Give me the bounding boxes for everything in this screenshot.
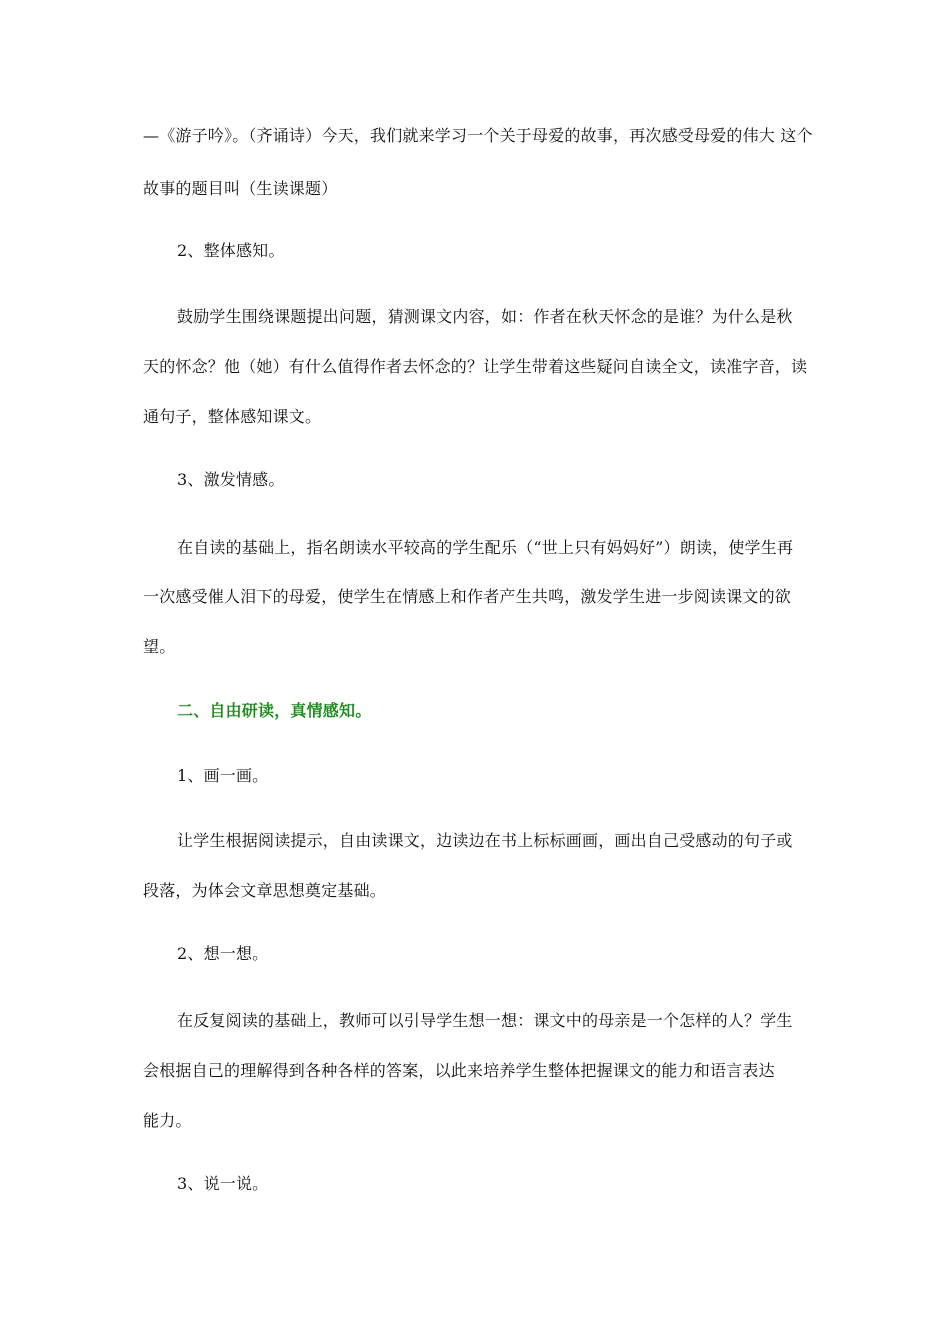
paragraph-line: 望。 — [143, 637, 176, 656]
step-title: 1、画一画。 — [177, 766, 269, 785]
paragraph-line: 通句子，整体感知课文。 — [143, 407, 322, 426]
step-title: 3、说一说。 — [177, 1174, 269, 1193]
paragraph-line: 能力。 — [143, 1111, 192, 1130]
paragraph-line: 在反复阅读的基础上，教师可以引导学生想一想：课文中的母亲是一个怎样的人？学生 — [177, 1011, 793, 1030]
paragraph-line: 故事的题目叫（生读课题） — [143, 179, 338, 198]
paragraph-line: 一次感受催人泪下的母爱，使学生在情感上和作者产生共鸣，激发学生进一步阅读课文的欲 — [143, 587, 792, 606]
paragraph-line: 让学生根据阅读提示，自由读课文，边读边在书上标标画画，画出自己受感动的句子或 — [177, 831, 793, 850]
paragraph-line: 鼓励学生围绕课题提出问题，猜测课文内容，如：作者在秋天怀念的是谁？为什么是秋 — [177, 307, 793, 326]
step-title: 2、想一想。 — [177, 944, 269, 963]
paragraph-line: 在自读的基础上，指名朗读水平较高的学生配乐（“世上只有妈妈好”）朗读，使学生再 — [177, 538, 794, 557]
paragraph-line: 会根据自己的理解得到各种各样的答案，以此来培养学生整体把握课文的能力和语言表达 — [143, 1061, 775, 1080]
paragraph-line: 天的怀念？他（她）有什么值得作者去怀念的？让学生带着这些疑问自读全文，读准字音，读 — [143, 357, 808, 376]
paragraph-line: —《游子吟》。（齐诵诗）今天，我们就来学习一个关于母爱的故事，再次感受母爱的伟大 这个 — [143, 126, 813, 145]
paragraph-line: 段落，为体会文章思想奠定基础。 — [143, 881, 387, 900]
step-title: 2、整体感知。 — [177, 241, 285, 260]
section-heading: 二、自由研读，真情感知。 — [177, 701, 372, 720]
step-title: 3、激发情感。 — [177, 470, 285, 489]
